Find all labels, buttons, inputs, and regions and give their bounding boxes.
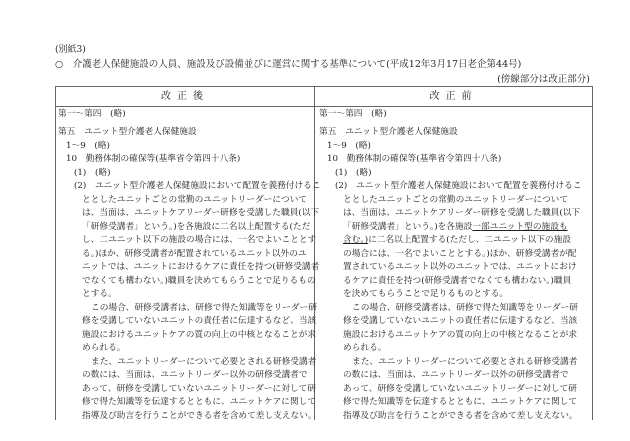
line-text: あって、研修を受講していないユニットリーダーに対して研 (82, 383, 316, 394)
line-text: 修を受講していないユニットの責任者に伝達するなど、当該 (82, 316, 317, 326)
line-text: ととしたユニットごとの常勤のユニットリーダーについて (82, 194, 308, 205)
text-line (319, 288, 590, 302)
line-text: の数には、当面は、ユニットリーダー以外の研修受講者で (82, 370, 308, 380)
line-text: でなくても構わない。)職員を決めてもらうことで足りるもの (82, 275, 316, 286)
line-text: は、当面は、ユニットケアリーダー研修を受講した職員(以下 (82, 208, 320, 218)
text-line (319, 315, 590, 329)
text-line (58, 194, 315, 208)
text-line (319, 275, 590, 289)
line-text: 「研修受講者」という。)を各施設に二名以上配置する(ただ (82, 221, 311, 232)
comparison-table (55, 86, 593, 420)
line-text: 指導及び助言を行うことができる者を含めて差し支えない。 (82, 410, 317, 421)
before-revision-column (319, 108, 590, 423)
line-text: の場合には、一名でよいこととする。)ほか、研修受講者が配 (343, 248, 577, 259)
text-line (319, 342, 590, 356)
line-text: 第一～第四 (略) (319, 109, 387, 119)
text-line (58, 140, 315, 154)
line-text: められる。 (343, 343, 387, 353)
text-line (58, 180, 321, 194)
text-line (319, 383, 590, 397)
line-text: また、ユニットリーダーについて必要とされる研修受講者 (91, 356, 317, 367)
line-text: 10 勤務体制の確保等(基準省令第四十八条) (327, 154, 502, 164)
text-line (58, 126, 315, 140)
text-line (58, 383, 315, 397)
line-text: るケアに責任を持つ(研修受講者でなくても構わない。)職員 (343, 275, 572, 286)
text-line (319, 329, 590, 343)
text-line (319, 126, 590, 140)
text-line (58, 369, 315, 383)
text-line (319, 396, 590, 410)
text-line (319, 207, 590, 221)
text-line (58, 288, 315, 302)
line-text: 修を受講していないユニットの責任者に伝達するなど、当該 (343, 316, 578, 326)
line-text: ニットでは、ユニットにおけるケアに責任を持つ(研修受講者 (82, 262, 320, 272)
text-line (319, 180, 590, 194)
line-text: 指導及び助言を行うことができる者を含めて差し支えない。 (343, 410, 578, 421)
line-text: 施設におけるユニットケアの質の向上の中核となることが求 (343, 329, 578, 340)
line-text: を決めてもらうことで足りるものとする。 (343, 289, 509, 299)
header-after-revision: 改正後 (56, 87, 315, 107)
line-text: (1) (略) (74, 167, 111, 178)
revised-underlined-text: 一部ユニット型の施設も (472, 221, 568, 232)
line-text: 修で得た知識等を伝達するとともに、ユニットケアに関して (82, 397, 317, 407)
annex-label: (別紙3) (55, 45, 86, 55)
line-text: る。)ほか、研修受講者が配置されているユニット以外のユ (82, 248, 307, 259)
text-line (319, 302, 590, 316)
line-text: ととしたユニットごとの常勤のユニットリーダーについて (343, 194, 569, 205)
text-line (319, 194, 590, 208)
text-line (58, 302, 315, 316)
text-line (319, 234, 590, 248)
text-line (58, 167, 315, 181)
line-text: 第一～第四 (略) (58, 109, 126, 119)
line-text: (2) ユニット型介護老人保健施設において配置を義務付けるこ (74, 181, 321, 191)
underline-note: (傍線部分は改正部分) (497, 74, 590, 85)
document-title: ○ 介護老人保健施設の人員、施設及び設備並びに運営に関する基準について(平成12年3月17日老企第44号) (55, 59, 522, 70)
line-text: あって、研修を受講していないユニットリーダーに対して研 (343, 383, 577, 394)
line-text: 「研修受講者」という。)を各施設 (343, 221, 473, 232)
line-text: し、二ユニット以下の施設の場合には、一名でよいこととす (82, 235, 317, 245)
line-text: 10 勤務体制の確保等(基準省令第四十八条) (66, 154, 241, 164)
text-line (319, 248, 590, 262)
text-line (58, 108, 315, 122)
text-line (58, 342, 315, 356)
revised-underlined-text: 含む。) (343, 235, 369, 245)
text-line (58, 234, 315, 248)
text-line (319, 261, 590, 275)
line-text: この場合、研修受講者は、研修で得た知識等をリーダー研 (352, 302, 578, 313)
line-text: (2) ユニット型介護老人保健施設において配置を義務付けるこ (335, 181, 582, 191)
line-text: また、ユニットリーダーについて必要とされる研修受講者 (352, 356, 578, 367)
text-line (319, 221, 590, 235)
line-text-after: に二名以上配置する(ただし、二ユニット以下の施設 (368, 235, 571, 245)
text-line (319, 369, 590, 383)
text-line (58, 315, 315, 329)
line-text: 第五 ユニット型介護老人保健施設 (319, 127, 458, 137)
line-text: 第五 ユニット型介護老人保健施設 (58, 127, 197, 137)
after-revision-column (58, 108, 321, 423)
line-text: 1～9 (略) (327, 140, 371, 151)
text-line (58, 275, 315, 289)
text-line (58, 248, 315, 262)
line-text: 1～9 (略) (66, 140, 110, 151)
text-line (58, 153, 315, 167)
line-text: (1) (略) (335, 167, 372, 178)
text-line (319, 108, 590, 122)
text-line (319, 140, 590, 154)
line-text: の数には、当面は、ユニットリーダー以外の研修受講者で (343, 370, 569, 380)
text-line (58, 410, 315, 424)
line-text: 施設におけるユニットケアの質の向上の中核となることが求 (82, 329, 317, 340)
text-line (58, 221, 315, 235)
line-text: は、当面は、ユニットケアリーダー研修を受講した職員(以下 (343, 208, 581, 218)
header-before-revision: 改正前 (315, 87, 592, 107)
text-line (58, 207, 320, 221)
text-line (319, 153, 590, 167)
line-text: められる。 (82, 343, 126, 353)
text-line (58, 261, 320, 275)
line-text: 修で得た知識等を伝達するとともに、ユニットケアに関して (343, 397, 578, 407)
text-line (319, 356, 590, 370)
text-line (58, 356, 315, 370)
text-line (319, 167, 590, 181)
line-text: この場合、研修受講者は、研修で得た知識等をリーダー研 (91, 302, 317, 313)
text-line (58, 329, 315, 343)
line-text: 置されているユニット以外のユニットでは、ユニットにおけ (343, 262, 577, 272)
text-line (58, 396, 315, 410)
line-text: とする。 (82, 289, 117, 299)
text-line (319, 410, 590, 424)
